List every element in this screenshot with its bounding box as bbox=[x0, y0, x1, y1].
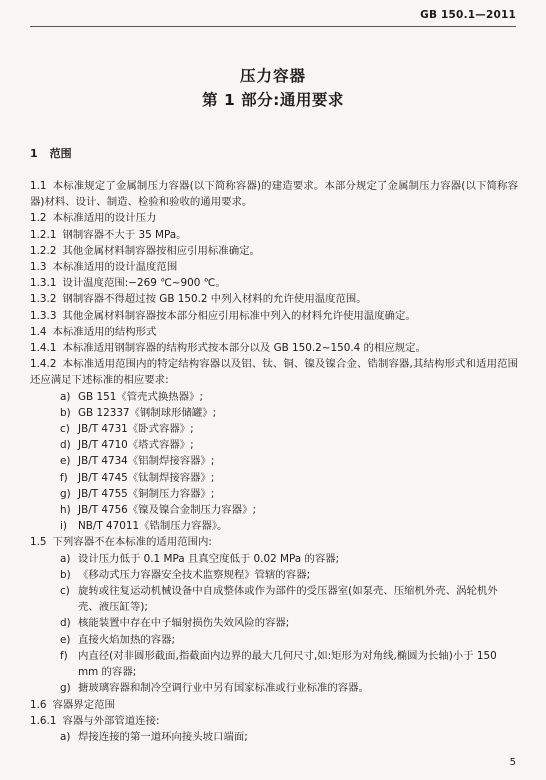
clause-text: 本标准适用钢制容器的结构形式按本部分以及 GB 150.2~150.4 的相应规定。 bbox=[62, 342, 426, 355]
clause-1-3-1 bbox=[30, 275, 518, 291]
list-text: 设计压力低于 0.1 MPa 且真空度低于 0.02 MPa 的容器; bbox=[78, 552, 340, 565]
list-item bbox=[30, 632, 518, 648]
clause-number: 1.6 bbox=[30, 698, 47, 711]
list-text: JB/T 4734《铝制焊接容器》; bbox=[78, 455, 215, 468]
list-label: a) bbox=[60, 552, 71, 565]
list-item bbox=[30, 729, 518, 745]
list-item bbox=[30, 680, 518, 696]
clause-1-6-1 bbox=[30, 713, 518, 729]
page-number: 5 bbox=[509, 757, 516, 768]
clause-text: 本标准适用的设计温度范围 bbox=[52, 261, 178, 274]
list-item bbox=[30, 389, 518, 405]
list-label: c) bbox=[60, 585, 70, 598]
list-label: b) bbox=[60, 568, 71, 581]
list-text: 《移动式压力容器安全技术监察规程》管辖的容器; bbox=[78, 568, 311, 581]
list-item bbox=[30, 567, 518, 583]
document-title: 压力容器 bbox=[239, 67, 306, 85]
list-item bbox=[30, 615, 518, 631]
list-item bbox=[30, 648, 518, 680]
section-number: 1 bbox=[30, 147, 38, 160]
section-label: 范围 bbox=[49, 147, 72, 160]
list-label: a) bbox=[60, 730, 71, 743]
list-text: 核能装置中存在中子辐射损伤失效风险的容器; bbox=[78, 617, 290, 630]
list-item bbox=[30, 502, 518, 518]
clause-1-2-1 bbox=[30, 227, 518, 243]
list-item bbox=[30, 583, 518, 615]
list-item bbox=[30, 421, 518, 437]
clause-text: 钢制容器不得超过按 GB 150.2 中列入材料的允许使用温度范围。 bbox=[62, 293, 367, 306]
clause-text: 其他金属材料制容器按相应引用标准确定。 bbox=[62, 244, 260, 257]
clause-text: 本标准适用的设计压力 bbox=[52, 212, 157, 225]
list-label: g) bbox=[60, 487, 71, 500]
clause-number: 1.4 bbox=[30, 325, 47, 338]
list-text: 焊接连接的第一道环向接头坡口端面; bbox=[78, 730, 248, 743]
clause-1-2-2 bbox=[30, 243, 518, 259]
list-text: GB 151《管壳式换热器》; bbox=[78, 390, 203, 403]
clause-text: 容器与外部管道连接: bbox=[62, 714, 160, 727]
clause-number: 1.3.1 bbox=[30, 277, 57, 290]
document-subtitle: 第 1 部分:通用要求 bbox=[202, 91, 344, 109]
clause-1-3 bbox=[30, 259, 518, 275]
list-item bbox=[30, 518, 518, 534]
clause-1-1 bbox=[30, 178, 518, 210]
list-item bbox=[30, 405, 518, 421]
list-label: e) bbox=[60, 455, 71, 468]
list-text: JB/T 4745《钛制焊接容器》; bbox=[78, 471, 215, 484]
clause-1-6 bbox=[30, 697, 518, 713]
list-label: d) bbox=[60, 617, 71, 630]
list-text: 直接火焰加热的容器; bbox=[78, 633, 176, 646]
list-label: f) bbox=[60, 471, 68, 484]
clause-text: 本标准适用的结构形式 bbox=[52, 325, 157, 338]
list-label: f) bbox=[60, 649, 68, 662]
list-text: 旋转或往复运动机械设备中自成整体或作为部件的受压器室(如泵壳、压缩机外壳、涡轮机外壳、液压缸等); bbox=[78, 585, 498, 614]
clause-text: 容器界定范围 bbox=[52, 698, 115, 711]
list-item bbox=[30, 486, 518, 502]
list-text: JB/T 4731《卧式容器》; bbox=[78, 423, 194, 436]
clause-number: 1.1 bbox=[30, 180, 47, 192]
clause-number: 1.2.1 bbox=[30, 228, 57, 241]
clause-text: 设计温度范围:−269 ℃~900 ℃。 bbox=[62, 277, 226, 290]
clause-text: 本标准适用范围内的特定结构容器以及铝、钛、铜、镍及镍合金、锆制容器,其结构形式和适用范围还应满足下述标准的相应要求: bbox=[30, 358, 518, 387]
section-heading bbox=[30, 145, 72, 161]
list-label: b) bbox=[60, 406, 71, 419]
clause-1-5 bbox=[30, 534, 518, 550]
clause-number: 1.6.1 bbox=[30, 714, 57, 727]
list-item bbox=[30, 551, 518, 567]
list-item bbox=[30, 453, 518, 469]
list-text: NB/T 47011《锆制压力容器》。 bbox=[78, 520, 228, 533]
clause-number: 1.4.2 bbox=[30, 358, 57, 371]
list-label: d) bbox=[60, 439, 71, 452]
list-label: g) bbox=[60, 682, 71, 695]
clause-text: 下列容器不在本标准的适用范围内: bbox=[52, 536, 212, 549]
standard-code: GB 150.1—2011 bbox=[420, 9, 516, 21]
clause-1-2 bbox=[30, 210, 518, 226]
list-label: a) bbox=[60, 390, 71, 403]
list-text: JB/T 4710《塔式容器》; bbox=[78, 439, 194, 452]
list-label: e) bbox=[60, 633, 71, 646]
clause-text: 其他金属材料制容器按本部分相应引用标准中列入的材料允许使用温度确定。 bbox=[62, 309, 416, 322]
list-item bbox=[30, 470, 518, 486]
clause-text: 钢制容器不大于 35 MPa。 bbox=[62, 228, 187, 241]
clause-1-3-3 bbox=[30, 308, 518, 324]
list-text: GB 12337《钢制球形储罐》; bbox=[78, 406, 217, 419]
list-text: JB/T 4756《镍及镍合金制压力容器》; bbox=[78, 504, 256, 517]
list-text: 搪玻璃容器和制冷空调行业中另有国家标准或行业标准的容器。 bbox=[78, 682, 369, 695]
document-body bbox=[30, 178, 518, 745]
clause-1-3-2 bbox=[30, 291, 518, 307]
clause-number: 1.5 bbox=[30, 536, 47, 549]
clause-number: 1.3 bbox=[30, 261, 47, 274]
clause-number: 1.3.3 bbox=[30, 309, 57, 322]
clause-number: 1.2.2 bbox=[30, 244, 57, 257]
list-label: h) bbox=[60, 504, 71, 517]
clause-1-4-2 bbox=[30, 356, 518, 388]
clause-number: 1.2 bbox=[30, 212, 47, 225]
list-text: 内直径(对非圆形截面,指截面内边界的最大几何尺寸,如:矩形为对角线,椭圆为长轴)小于 150 mm 的容器; bbox=[78, 649, 497, 679]
clause-text: 本标准规定了金属制压力容器(以下简称容器)的建造要求。本部分规定了金属制压力容器(以下简称容器)材料、设计、制造、检验和验收的通用要求。 bbox=[30, 180, 518, 209]
list-text: JB/T 4755《铜制压力容器》; bbox=[78, 487, 215, 500]
clause-1-4 bbox=[30, 324, 518, 340]
clause-number: 1.3.2 bbox=[30, 293, 57, 306]
header-divider bbox=[30, 26, 516, 27]
list-label: i) bbox=[60, 520, 67, 533]
clause-1-4-1 bbox=[30, 340, 518, 356]
clause-number: 1.4.1 bbox=[30, 342, 57, 355]
list-item bbox=[30, 437, 518, 453]
list-label: c) bbox=[60, 423, 70, 436]
